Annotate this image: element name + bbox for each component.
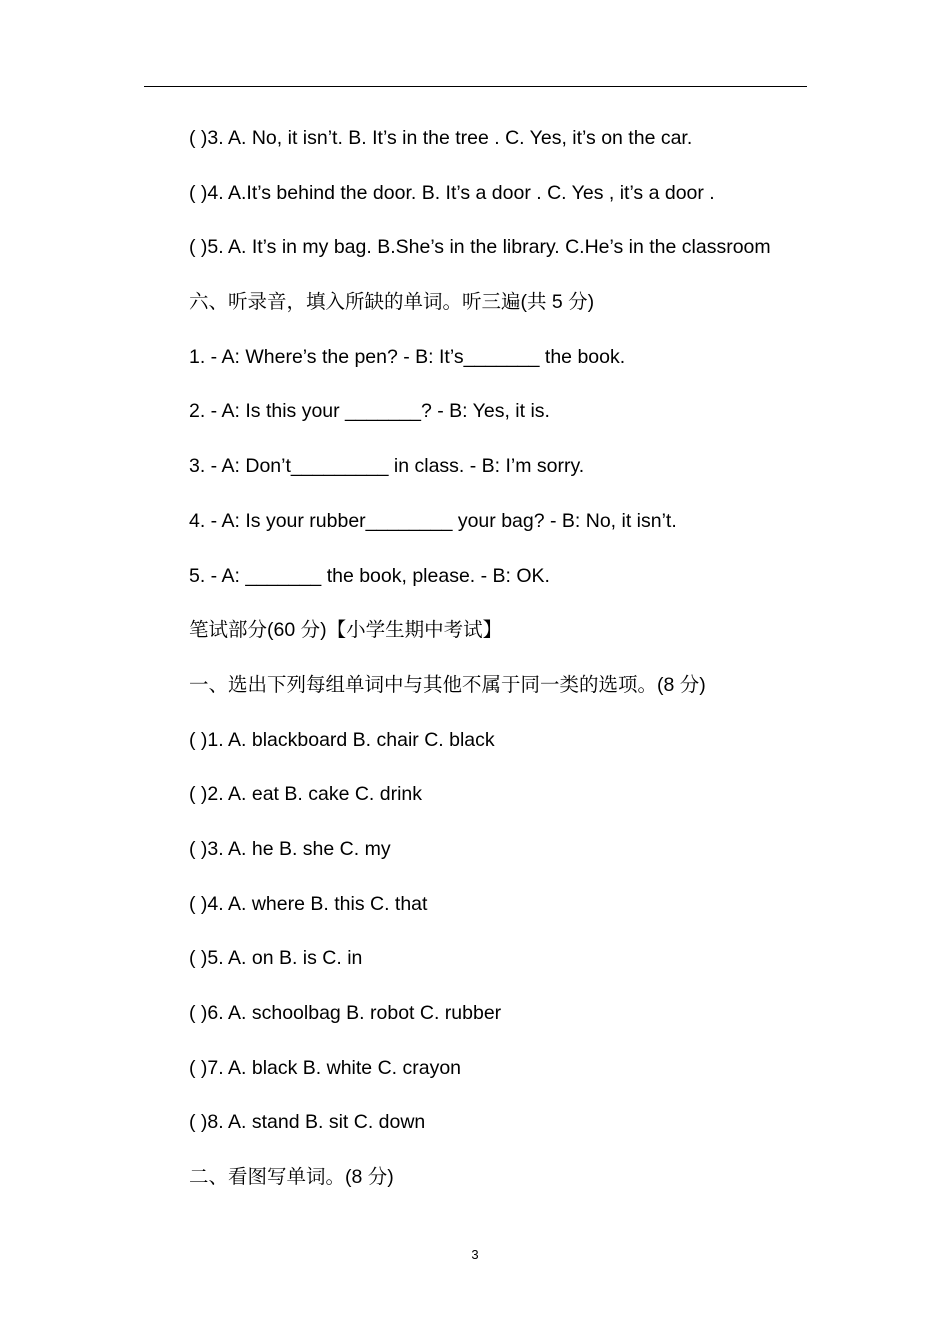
question-line: 5. - A: _______ the book, please. - B: OK. <box>189 564 550 587</box>
question-line: 3. - A: Don’t_________ in class. - B: I’m sorry. <box>189 455 585 478</box>
question-line: 2. - A: Is this your _______? - B: Yes, it is. <box>189 400 550 423</box>
question-line: 1. - A: Where’s the pen? - B: It’s_______ the book. <box>189 345 626 368</box>
section-heading: 六、听录音，填入所缺的单词。听三遍(共 5 分) <box>189 291 595 314</box>
question-line: ( )8. A. stand B. sit C. down <box>189 1111 426 1134</box>
section-heading: 二、看图写单词。(8 分) <box>189 1166 394 1189</box>
question-line: ( )7. A. black B. white C. crayon <box>189 1056 462 1079</box>
question-line: ( )3. A. No, it isn’t. B. It’s in the tree . C. Yes, it’s on the car. <box>189 127 693 149</box>
question-line: ( )2. A. eat B. cake C. drink <box>189 783 423 806</box>
question-line: ( )5. A. It’s in my bag. B.She’s in the library. C.He’s in the classroom <box>189 236 771 259</box>
question-line: ( )4. A.It’s behind the door. B. It’s a door . C. Yes , it’s a door . <box>189 181 715 204</box>
question-line: 4. - A: Is your rubber________ your bag? - B: No, it isn’t. <box>189 509 677 532</box>
question-line: ( )3. A. he B. she C. my <box>189 837 391 860</box>
question-line: ( )6. A. schoolbag B. robot C. rubber <box>189 1002 502 1024</box>
document-body <box>189 116 829 1210</box>
section-heading: 一、选出下列每组单词中与其他不属于同一类的选项。(8 分) <box>189 673 706 696</box>
question-line: ( )5. A. on B. is C. in <box>189 947 363 970</box>
question-line: ( )1. A. blackboard B. chair C. black <box>189 728 495 751</box>
page-number: 3 <box>471 1247 479 1262</box>
header-rule <box>144 86 807 87</box>
question-line: ( )4. A. where B. this C. that <box>189 892 428 915</box>
section-heading: 笔试部分(60 分)【小学生期中考试】 <box>189 619 503 642</box>
